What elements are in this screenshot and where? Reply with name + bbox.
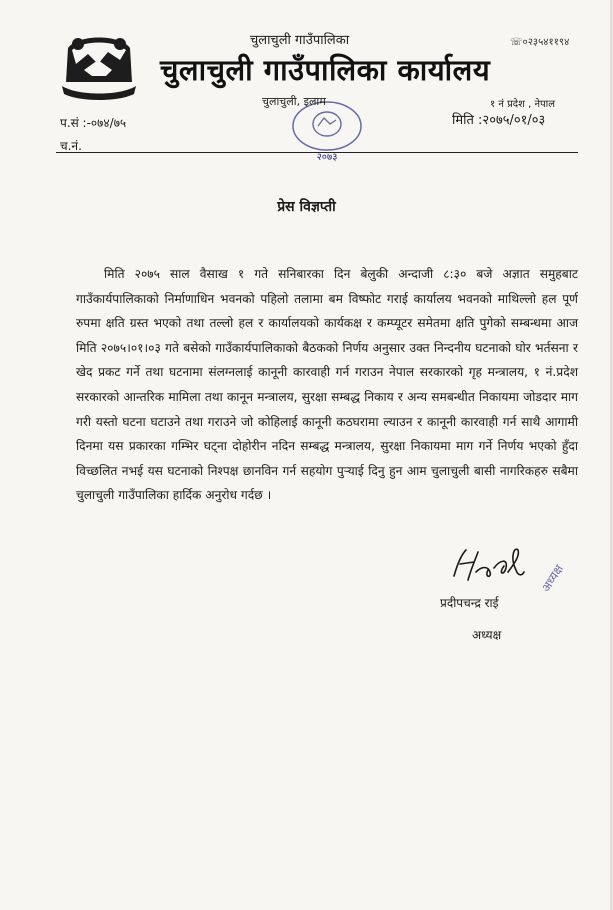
stamp-year: २०७३ xyxy=(316,152,338,163)
press-release-body xyxy=(76,262,578,508)
header-divider xyxy=(56,152,578,153)
office-title: चुलाचुली गाउँपालिका कार्यालय xyxy=(160,53,491,87)
role-stamp: अध्यक्ष xyxy=(538,562,567,595)
reference-number: प.सं :-०७४/७५ xyxy=(60,116,127,130)
document-title: प्रेस विज्ञप्ती xyxy=(277,199,336,215)
letter-date: मिति :२०७५/०१/०३ xyxy=(452,113,546,128)
nepal-emblem-icon xyxy=(58,30,140,104)
office-location: चुलाचुली, इलाम xyxy=(262,95,326,108)
phone-number: ☏०२३५४११९४ xyxy=(510,37,570,48)
signatory-name: प्रदीपचन्द्र राई xyxy=(440,596,499,610)
body-paragraph: मिति २०७५ साल वैसाख १ गते सनिबारका दिन बेलुकी अन्दाजी ८:३० बजे अज्ञात समुहबाट गाउँकार्यपालिकाको निर्माणाधिन भवनको पहिलो तलामा बम विष्फोट गराई कार्यालय भवनको माथिल्लो हल पूर्ण रुपमा क्षति ग्रस्त भएको तथा तल्लो हल र कार्यालयको कार्यकक्ष र कम्प्यूटर समेतमा क्षति पुगेको सम्बन्धमा आज मिति २०७५।०१।०३ गते बसेको गाउँकार्यपालिकाको बैठकको निर्णय अनुसार उक्त निन्दनीय घटनाको घोर भर्तसना र खेद प्रकट गर्ने तथा घटनामा संलग्नलाई कानूनी कारवाही गर्न गराउन नेपाल सरकारको गृह मन्त्रालय, १ नं.प्रदेश सरकारको आन्तरिक मामिला तथा कानून मन्त्रालय, सुरक्षा सम्बद्ध निकाय र अन्य समबन्धीत निकायमा जोडदार माग गरी यस्तो घटना घटाउने तथा गराउने जो कोहिलाई कानूनी कठघरामा ल्याउन र कानूनी कारवाही गर्न साथै आगामी दिनमा यस प्रकारका गम्भिर घट्ना दोहोरीन नदिन सम्बद्ध मन्त्रालय, सुरक्षा निकायमा माग गर्ने निर्णय भएको हुँदा विच्छलित नभई यस घटनाको निश्पक्ष छानविन गर्न सहयोग पुऱ्याई दिनु हुन आम चुलाचुली बासी नागरिकहरु सबैमा चुलाचुली गाउँपालिका हार्दिक अनुरोध गर्दछ । xyxy=(76,267,578,503)
signatory-role: अध्यक्ष xyxy=(472,628,502,642)
dispatch-number: च.नं. xyxy=(60,139,82,153)
municipality-subtitle: चुलाचुली गाउँपालिका xyxy=(250,33,350,48)
province-label: १ नं प्रदेश , नेपाल xyxy=(490,99,556,110)
signature-scribble xyxy=(448,542,528,590)
